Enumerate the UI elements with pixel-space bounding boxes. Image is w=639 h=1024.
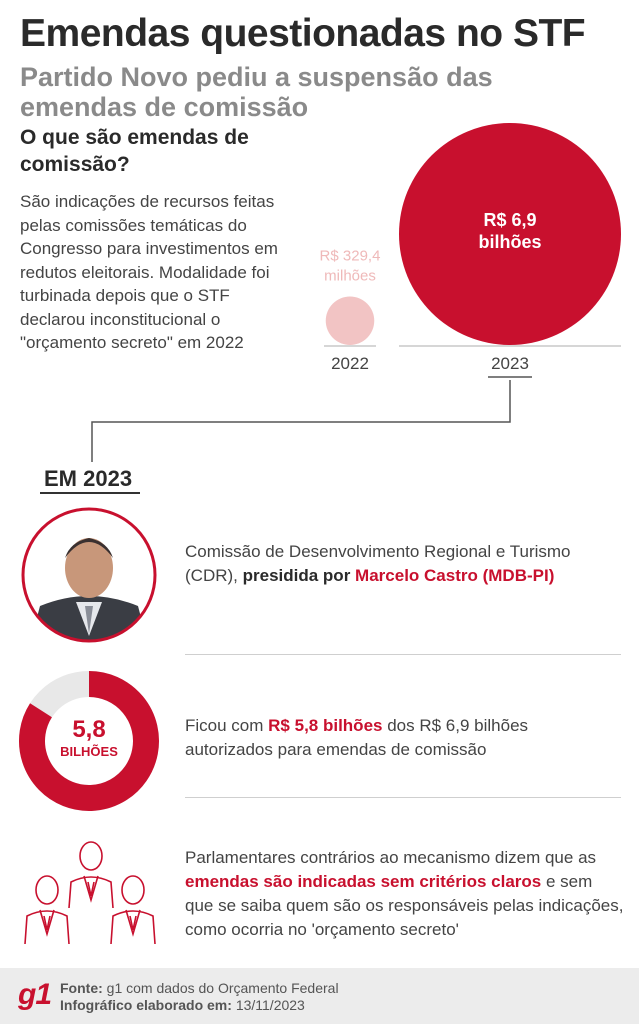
row1-text: [185, 540, 615, 588]
connector-line: [92, 380, 510, 462]
bubble-chart: [0, 0, 639, 470]
section-underline: [40, 492, 140, 494]
made-value: 13/11/2023: [235, 997, 305, 1013]
row2-text: [185, 714, 615, 762]
row3-text-a: Parlamentares contrários ao mecanismo dizem que as: [185, 848, 597, 867]
row2-text-b: dos R$ 6,9 bilhões autorizados para emendas de comissão: [185, 716, 529, 759]
description-text: São indicações de recursos feitas pelas comissões temáticas do Congresso para investimentos em redutos eleitorais. Modalidade foi turbinada depois que o STF declarou inconstitucional o "orçamento secreto" em 2022: [20, 192, 278, 352]
value-label-2023-1: bilhões: [478, 232, 542, 252]
row1-red: Marcelo Castro (MDB-PI): [355, 566, 555, 585]
source-label: Fonte:: [60, 980, 103, 996]
portrait-avatar: [20, 506, 158, 644]
donut-value: 5,8: [72, 716, 106, 743]
donut-unit: BILHÕES: [60, 744, 118, 759]
source-value: g1 com dados do Orçamento Federal: [106, 980, 339, 996]
category-label-2022: 2022: [331, 354, 369, 373]
page-title: Emendas questionadas no STF: [20, 12, 586, 55]
divider-1: [185, 654, 621, 655]
row3-text: [185, 846, 625, 942]
row1-bold: presidida por: [242, 566, 351, 585]
value-label-2022-1: milhões: [324, 267, 376, 285]
section-label: EM 2023: [44, 466, 133, 491]
value-label-2023-0: R$ 6,9: [483, 210, 537, 230]
category-label-2023: 2023: [491, 354, 529, 373]
g1-logo: g1: [18, 978, 52, 1011]
divider-2: [185, 797, 621, 798]
row2-red: R$ 5,8 bilhões: [268, 716, 383, 735]
made-label: Infográfico elaborado em:: [60, 997, 232, 1013]
bubble-2022: [326, 296, 375, 345]
row3-text-b: e sem que se saiba quem são os responsáveis pelas indicações, como ocorria no 'orçamento secreto': [185, 872, 624, 939]
people-icon: [16, 836, 166, 948]
bubbles-group: [320, 123, 621, 377]
section-question: O que são emendas de comissão?: [20, 126, 249, 176]
page-subtitle: Partido Novo pediu a suspensão das emendas de comissão: [20, 62, 493, 122]
row2-text-a: Ficou com: [185, 716, 264, 735]
value-label-2022-0: R$ 329,4: [319, 247, 381, 265]
footer-text: [60, 980, 339, 1014]
row3-red: emendas são indicadas sem critérios claros: [185, 872, 542, 891]
donut-chart: [18, 670, 160, 812]
row1-plain: Comissão de Desenvolvimento Regional e Turismo (CDR),: [185, 542, 571, 585]
